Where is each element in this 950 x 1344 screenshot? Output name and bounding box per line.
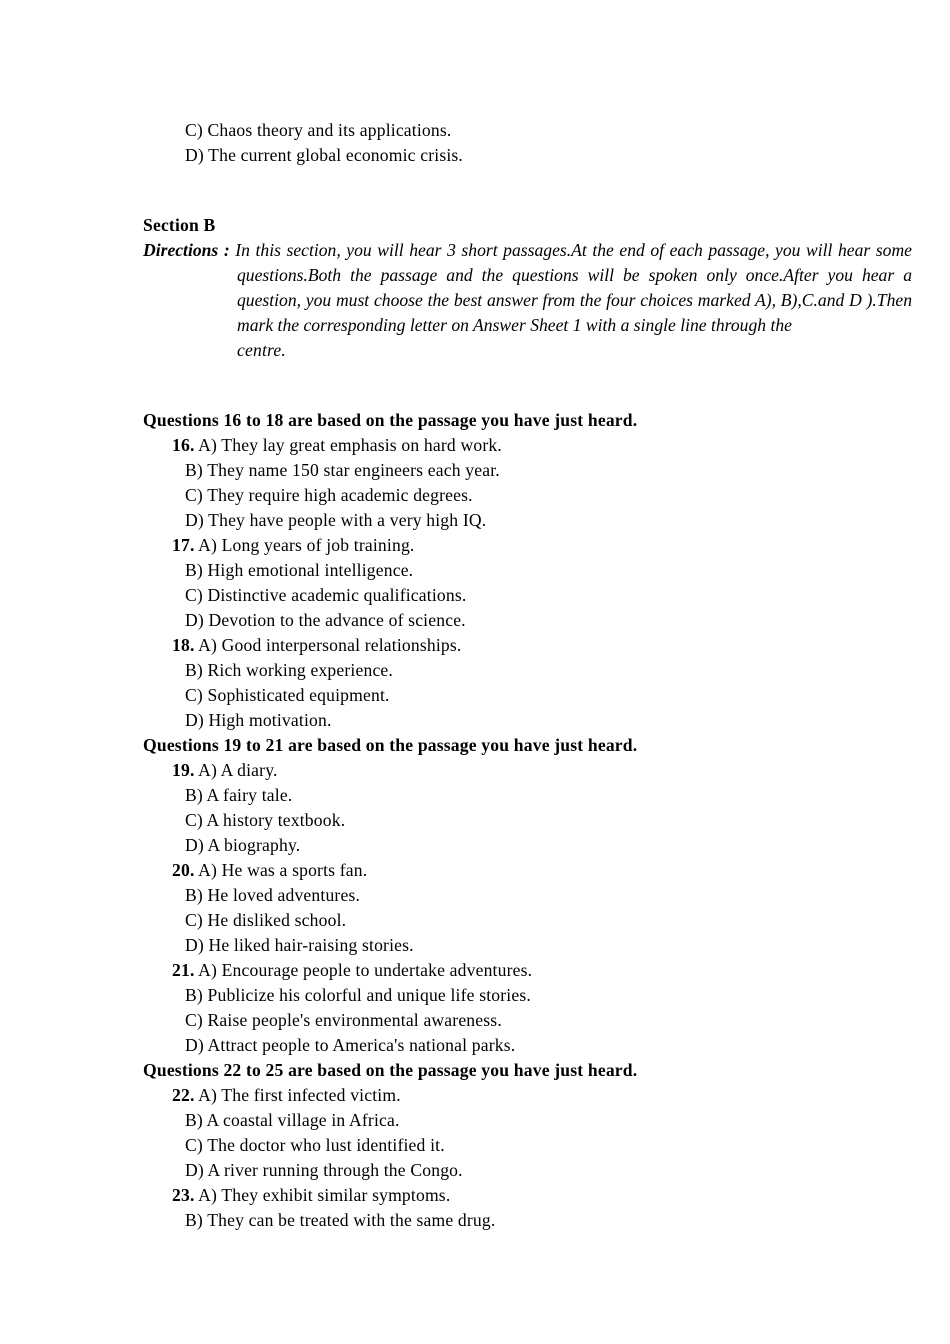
option-line: C) Raise people's environmental awareness. [185, 1010, 502, 1030]
question-blocks [143, 408, 818, 1233]
option-line: D) He liked hair-raising stories. [185, 935, 414, 955]
question-first-option-line [172, 1083, 818, 1108]
option-line: B) A fairy tale. [185, 785, 293, 805]
directions-block [143, 238, 912, 363]
directions-label: Directions : [143, 240, 230, 260]
option-line: D) Devotion to the advance of science. [185, 610, 466, 630]
questions-range-heading: Questions 16 to 18 are based on the passage you have just heard. [143, 410, 638, 430]
option-line: C) Chaos theory and its applications. [185, 120, 452, 140]
option-text: A) They exhibit similar symptoms. [194, 1185, 451, 1205]
spacer [143, 168, 818, 213]
question-block [143, 1058, 818, 1233]
option-line: B) High emotional intelligence. [185, 560, 414, 580]
question-number: 18. [172, 635, 195, 655]
question-number: 21. [172, 960, 195, 980]
question-number: 20. [172, 860, 195, 880]
option-line: C) Distinctive academic qualifications. [185, 585, 467, 605]
option-text: A) Encourage people to undertake adventures. [194, 960, 533, 980]
option-line: B) Publicize his colorful and unique life stories. [185, 985, 531, 1005]
option-line: D) High motivation. [185, 710, 332, 730]
option-line: B) He loved adventures. [185, 885, 361, 905]
option-line: D) Attract people to America's national parks. [185, 1035, 516, 1055]
question-first-option-line [172, 858, 818, 883]
directions-text [143, 238, 912, 338]
question-first-option-line [172, 1183, 818, 1208]
question-first-option-line [172, 533, 818, 558]
questions-range-heading: Questions 19 to 21 are based on the passage you have just heard. [143, 735, 638, 755]
option-line: D) The current global economic crisis. [185, 145, 463, 165]
question-number: 17. [172, 535, 195, 555]
option-line: C) He disliked school. [185, 910, 347, 930]
directions-body-text: In this section, you will hear 3 short passages.At the end of each passage, you will hear some questions.Both the passage and the questions will be spoken only once.After you hear a question, you must choose the best answer from the four choices marked A), B),C.and D ).Then mark the corresponding letter on Answer Sheet 1 with a single line through the [235, 240, 912, 335]
option-line: B) They can be treated with the same drug. [185, 1210, 496, 1230]
option-line: C) The doctor who lust identified it. [185, 1135, 445, 1155]
question-first-option-line [172, 958, 818, 983]
question-number: 19. [172, 760, 195, 780]
option-text: A) The first infected victim. [194, 1085, 401, 1105]
option-line: C) They require high academic degrees. [185, 485, 473, 505]
questions-range-heading: Questions 22 to 25 are based on the passage you have just heard. [143, 1060, 638, 1080]
option-text: A) A diary. [194, 760, 278, 780]
option-line: D) A biography. [185, 835, 301, 855]
option-text: A) Good interpersonal relationships. [194, 635, 462, 655]
directions-last-line: centre. [237, 340, 286, 360]
option-line: B) Rich working experience. [185, 660, 393, 680]
question-number: 22. [172, 1085, 195, 1105]
option-text: A) He was a sports fan. [194, 860, 368, 880]
option-line: B) A coastal village in Africa. [185, 1110, 400, 1130]
continued-options-group [143, 118, 818, 168]
question-number: 16. [172, 435, 195, 455]
option-line: C) A history textbook. [185, 810, 346, 830]
question-number: 23. [172, 1185, 195, 1205]
spacer [143, 363, 818, 408]
question-first-option-line [172, 633, 818, 658]
question-first-option-line [172, 758, 818, 783]
question-block [143, 408, 818, 733]
question-block [143, 733, 818, 1058]
option-line: C) Sophisticated equipment. [185, 685, 390, 705]
option-line: D) A river running through the Congo. [185, 1160, 463, 1180]
option-text: A) They lay great emphasis on hard work. [194, 435, 502, 455]
option-text: A) Long years of job training. [194, 535, 415, 555]
option-line: B) They name 150 star engineers each year. [185, 460, 500, 480]
question-first-option-line [172, 433, 818, 458]
option-line: D) They have people with a very high IQ. [185, 510, 487, 530]
section-title: Section B [143, 215, 216, 235]
